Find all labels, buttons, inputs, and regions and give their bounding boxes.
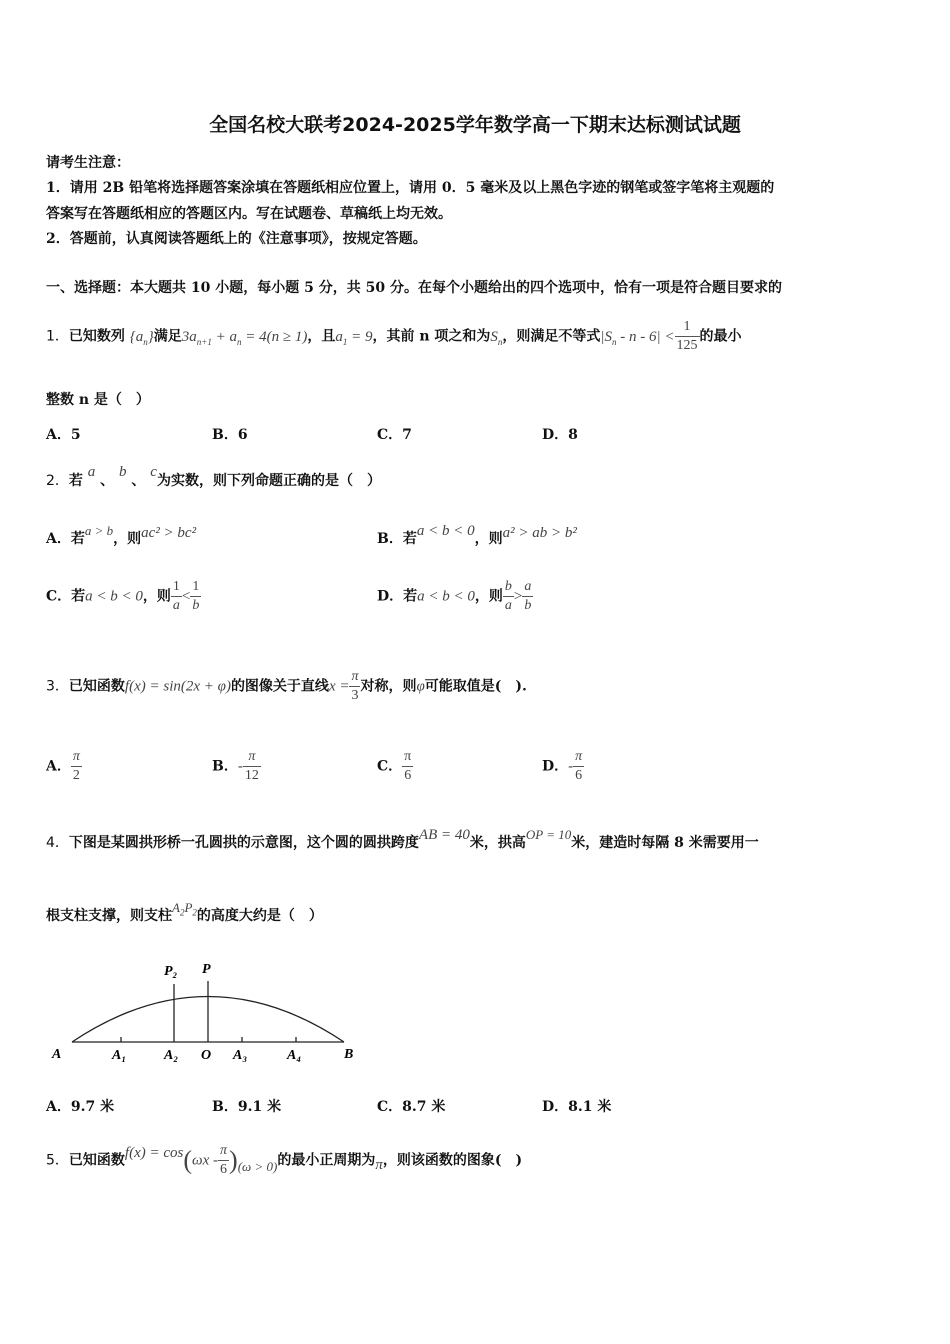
q1-option-d[interactable]: D．8 xyxy=(542,427,578,443)
page-title: 全国名校大联考2024-2025学年数学高一下期末达标测试试题 xyxy=(209,114,741,136)
label-a1: A₁ xyxy=(112,1048,127,1063)
notice-heading: 请考生注意： xyxy=(46,155,130,171)
q2-option-d[interactable]: D．若a < b < 0，则 $\frac{b}{a}$ > $\frac{a}{b}$ xyxy=(377,579,532,613)
label-b: B xyxy=(344,1047,354,1062)
label-a2: A₂ xyxy=(164,1048,179,1063)
label-o: O xyxy=(201,1048,212,1063)
question-1-line-2: 整数 n 是（ ） xyxy=(46,392,150,408)
sine-function: f(x) = sin(2x + φ) xyxy=(124,678,231,695)
q2-option-a[interactable]: A．若a > b，则ac² > bc² xyxy=(46,523,197,547)
sequence-notation: $\{a_n\}$ xyxy=(129,328,154,347)
q4-option-d[interactable]: D．8.1 米 xyxy=(542,1099,612,1115)
question-4-line-1: 4．下图是某圆拱形桥一孔圆拱的示意图，这个圆的圆拱跨度AB = 40米，拱高OP = 10米，建造时每隔 8 米需要用一 xyxy=(46,827,759,851)
label-a3: A₃ xyxy=(233,1048,248,1063)
q1-option-b[interactable]: B．6 xyxy=(212,427,248,443)
notice-item-2: 2．答题前，认真阅读答题纸上的《注意事项》，按规定答题。 xyxy=(46,231,427,247)
label-a: A xyxy=(52,1047,62,1062)
q1-option-a[interactable]: A．5 xyxy=(46,427,81,443)
q3-option-c[interactable]: C． $\frac{\pi}{6}$ xyxy=(377,749,412,783)
question-1-number: 1． xyxy=(46,328,69,345)
initial-term: $a_1 = 9$ xyxy=(335,328,373,347)
q3-option-d[interactable]: D．- $\frac{\pi}{6}$ xyxy=(542,749,583,783)
section-heading: 一、选择题：本大题共 10 小题，每小题 5 分，共 50 分。在每个小题给出的四个选项中，恰有一项是符合题目要求的 xyxy=(46,280,782,296)
q1-option-c[interactable]: C．7 xyxy=(377,427,412,443)
q3-option-b[interactable]: B．- $\frac{\pi}{12}$ xyxy=(212,749,259,783)
question-5-stem: 5．已知函数f(x) = cos(ωx - $\frac{\pi}{6}$ )(ω > 0)的最小正周期为π，则该函数的图象( ) xyxy=(46,1143,523,1177)
arch-bridge-diagram xyxy=(44,955,374,1070)
question-4-line-2: 根支柱支撑，则支柱$A_2P_2$的高度大约是（ ） xyxy=(46,900,323,924)
q3-option-a[interactable]: A． $\frac{\pi}{2}$ xyxy=(46,749,80,783)
label-p: P xyxy=(202,962,211,977)
q2-option-b[interactable]: B．若a < b < 0，则a² > ab > b² xyxy=(377,523,577,547)
fraction-1-over-125: $\frac{1}{125}$ xyxy=(676,319,698,353)
partial-sum: $S_n$ xyxy=(490,328,503,347)
question-1-line-1: 1．已知数列 $\{a_n\}$满足$3a_{n+1} + a_n = 4(n \ge 1)$，且$a_1 = 9$，其前 n 项之和为$S_n$，则满足不等式$|S_n$ - n - 6| < $\frac{1}{125}$ 的最小 xyxy=(46,319,742,353)
q4-option-b[interactable]: B．9.1 米 xyxy=(212,1099,282,1115)
question-2-stem: 2．若 a 、 b 、 c为实数，则下列命题正确的是（ ） xyxy=(46,464,381,489)
q4-option-a[interactable]: A．9.7 米 xyxy=(46,1099,115,1115)
inequality: $|S_n$ - n - 6| < xyxy=(600,328,675,347)
label-p2: P₂ xyxy=(164,964,178,979)
label-a4: A₄ xyxy=(287,1048,302,1063)
notice-item-1a: 1．请用 2B 铅笔将选择题答案涂填在答题纸相应位置上，请用 0．5 毫米及以上黑色字迹的钢笔或签字笔将主观题的 xyxy=(46,180,775,196)
q4-option-c[interactable]: C．8.7 米 xyxy=(377,1099,446,1115)
recurrence-formula: $3a_{n+1} + a_n = 4(n \ge 1)$ xyxy=(181,328,308,347)
question-3-stem: 3．已知函数f(x) = sin(2x + φ)的图像关于直线x = $\frac{\pi}{3}$ 对称，则φ可能取值是( ). xyxy=(46,669,527,703)
q2-option-c[interactable]: C．若a < b < 0，则 $\frac{1}{a}$ < $\frac{1}{b}$ xyxy=(46,579,200,613)
notice-item-1b: 答案写在答题纸相应的答题区内。写在试题卷、草稿纸上均无效。 xyxy=(46,206,452,222)
